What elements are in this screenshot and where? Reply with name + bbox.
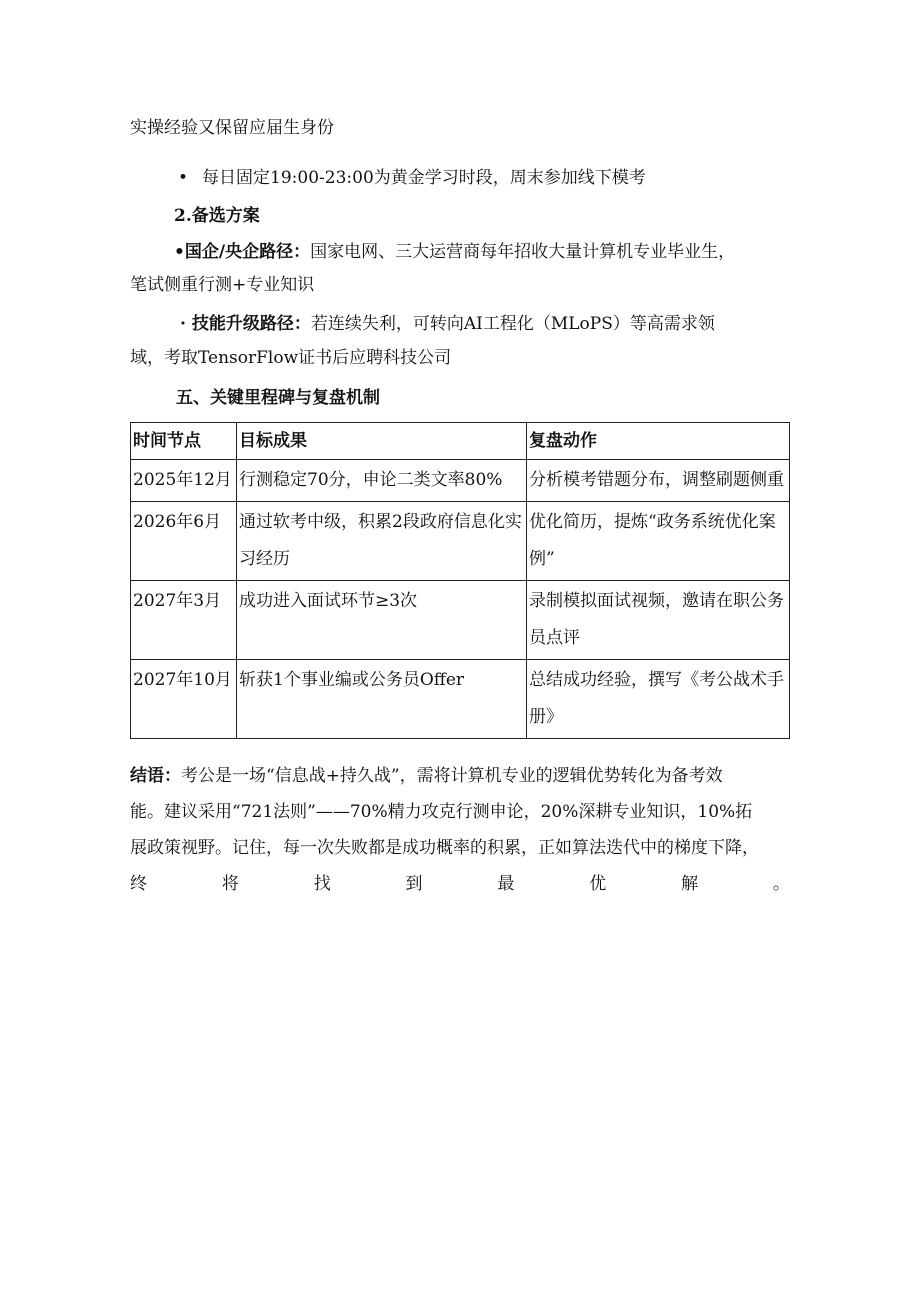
header-time: 时间节点 [131, 423, 237, 460]
cell-action: 录制模拟面试视频，邀请在职公务员点评 [527, 581, 790, 660]
cell-action: 总结成功经验，撰写《考公战术手册》 [527, 660, 790, 739]
conclusion-line3: 展政策视野。记住，每一次失败都是成功概率的积累，正如算法迭代中的梯度下降， [130, 838, 759, 858]
skill-path-label: · 技能升级路径： [180, 314, 311, 334]
milestones-table [130, 422, 790, 739]
cell-time: 2026年6月 [131, 502, 237, 581]
conclusion-char: 。 [772, 874, 790, 894]
conclusion-char: 找 [313, 874, 331, 894]
conclusion-text1: 考公是一场“信息战+持久战”，需将计算机专业的逻辑优势转化为备考效 [181, 766, 723, 786]
conclusion-line4 [130, 872, 790, 896]
table-row [131, 581, 790, 660]
cell-goal: 通过软考中级，积累2段政府信息化实习经历 [237, 502, 527, 581]
cell-time: 2027年3月 [131, 581, 237, 660]
header-goal: 目标成果 [237, 423, 527, 460]
conclusion-char: 优 [589, 874, 607, 894]
conclusion-char: 终 [130, 874, 147, 894]
soe-path-label: •国企/央企路径： [174, 242, 311, 262]
skill-path-text: 若连续失利，可转向AI工程化（MLoPS）等高需求领 [310, 314, 715, 334]
bullet-text: 每日固定19:00-23:00为黄金学习时段，周末参加线下模考 [202, 168, 646, 188]
cell-goal: 行测稳定70分，申论二类文率80% [237, 460, 527, 502]
header-action: 复盘动作 [527, 423, 790, 460]
cell-action: 优化简历，提炼“政务系统优化案例” [527, 502, 790, 581]
table-row [131, 460, 790, 502]
table-row [131, 502, 790, 581]
cell-goal: 成功进入面试环节≥3次 [237, 581, 527, 660]
bullet-study-schedule [178, 166, 646, 190]
paragraph-continuation: 实操经验又保留应届生身份 [130, 118, 334, 138]
soe-path-line1 [174, 240, 735, 264]
conclusion-char: 到 [405, 874, 423, 894]
heading-backup-plan: 2.备选方案 [174, 206, 260, 226]
conclusion-line1 [130, 764, 723, 788]
table-row [131, 660, 790, 739]
soe-path-line2: 笔试侧重行测+专业知识 [130, 275, 315, 295]
conclusion-char: 将 [221, 874, 239, 894]
skill-path-line2: 域，考取TensorFlow证书后应聘科技公司 [130, 348, 452, 368]
cell-time: 2025年12月 [131, 460, 237, 502]
cell-action: 分析模考错题分布，调整刷题侧重 [527, 460, 790, 502]
soe-path-text: 国家电网、三大运营商每年招收大量计算机专业毕业生， [310, 242, 736, 262]
conclusion-char: 解 [681, 874, 699, 894]
cell-goal: 斩获1个事业编或公务员Offer [237, 660, 527, 739]
skill-path-line1 [180, 312, 715, 336]
conclusion-char: 最 [497, 874, 515, 894]
table-header-row [131, 423, 790, 460]
cell-time: 2027年10月 [131, 660, 237, 739]
section-heading-milestones: 五、关键里程碑与复盘机制 [176, 388, 380, 408]
conclusion-line2: 能。建议采用“721法则”——70%精力攻克行测申论，20%深耕专业知识，10%拓 [130, 802, 753, 822]
bullet-mark: • [178, 168, 189, 188]
conclusion-label: 结语： [130, 766, 181, 786]
